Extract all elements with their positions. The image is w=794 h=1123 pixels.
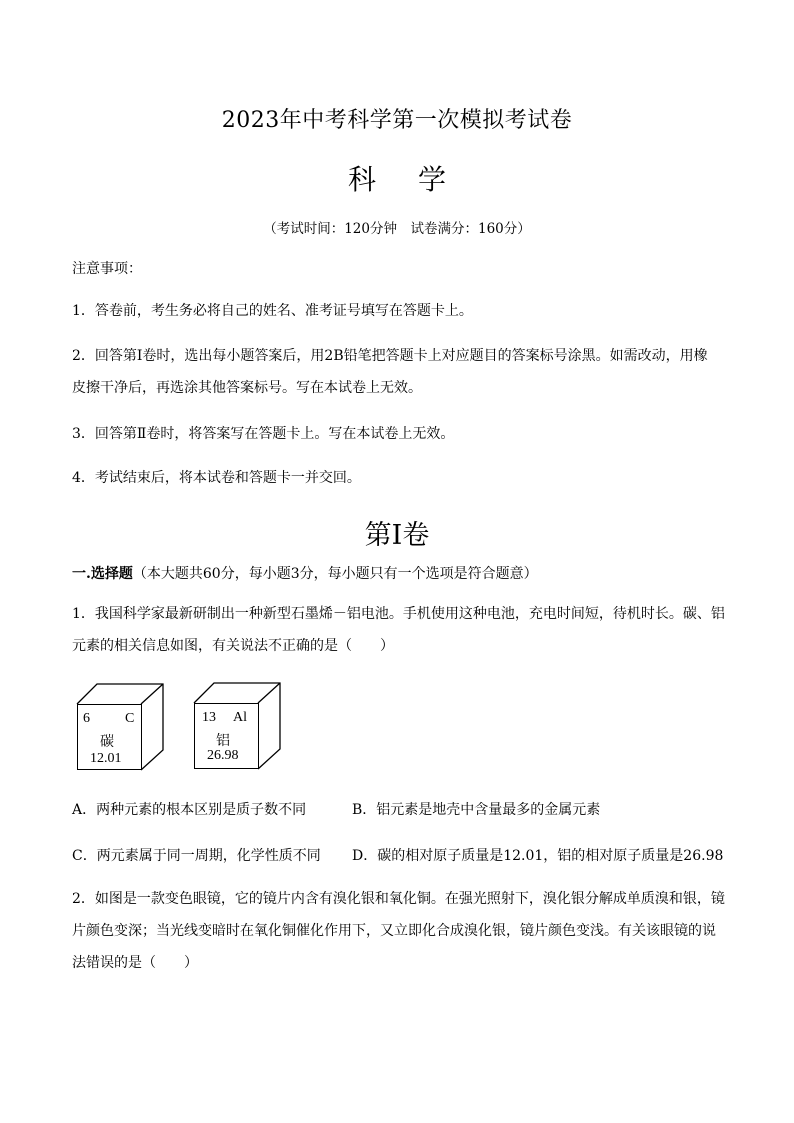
question-2-line-2: 片颜色变深；当光线变暗时在氧化铜催化作用下，又立即化合成溴化银，镜片颜色变浅。有关该眼镜的说 [72, 923, 716, 939]
part-heading [72, 563, 538, 583]
atomic-mass-aluminium: 26.98 [207, 748, 239, 763]
part-desc: （本大题共60分，每小题3分，每小题只有一个选项是符合题意） [132, 566, 538, 582]
notice-item-1: 1．答卷前，考生务必将自己的姓名、准考证号填写在答题卡上。 [72, 303, 473, 319]
element-card-carbon-face [77, 704, 142, 770]
notice-item-2-line-1: 2．回答第Ⅰ卷时，选出每小题答案后，用2B铅笔把答题卡上对应题目的答案标号涂黑。如需改动，用橡 [72, 348, 708, 364]
notice-heading: 注意事项： [72, 261, 142, 277]
section-title: 第Ⅰ卷 [364, 520, 430, 551]
question-2-line-1: 2．如图是一款变色眼镜，它的镜片内含有溴化银和氧化铜。在强光照射下，溴化银分解成单质溴和银，镜 [72, 891, 725, 907]
part-label: 一.选择题 [72, 566, 133, 582]
page-title: 2023年中考科学第一次模拟考试卷 [221, 108, 573, 133]
question-2-line-3: 法错误的是（ ） [72, 955, 198, 971]
element-symbol-carbon: C [125, 711, 135, 726]
element-symbol-aluminium: Al [233, 710, 247, 725]
notice-item-4: 4．考试结束后，将本试卷和答题卡一并交回。 [72, 470, 361, 486]
notice-item-2-line-2: 皮擦干净后，再选涂其他答案标号。写在本试卷上无效。 [72, 380, 422, 396]
atomic-mass-carbon: 12.01 [90, 751, 122, 766]
question-1-line-2: 元素的相关信息如图，有关说法不正确的是（ ） [72, 638, 394, 654]
atomic-number-aluminium: 13 [202, 710, 216, 725]
exam-info: （考试时间：120分钟 试卷满分：160分） [263, 221, 531, 237]
option-c: C．两元素属于同一周期，化学性质不同 [72, 848, 321, 864]
option-a: A．两种元素的根本区别是质子数不同 [72, 802, 307, 818]
subject-heading: 科学 [347, 163, 488, 196]
option-d: D．碳的相对原子质量是12.01，铝的相对原子质量是26.98 [352, 848, 724, 864]
element-name-aluminium: 铝 [216, 734, 230, 749]
element-card-aluminium [194, 683, 284, 773]
element-name-carbon: 碳 [100, 735, 114, 750]
option-b: B．铝元素是地壳中含量最多的金属元素 [352, 802, 601, 818]
element-card-carbon [77, 684, 167, 774]
atomic-number-carbon: 6 [83, 711, 90, 726]
notice-item-3: 3．回答第Ⅱ卷时，将答案写在答题卡上。写在本试卷上无效。 [72, 426, 455, 442]
question-1-line-1: 1．我国科学家最新研制出一种新型石墨烯－铝电池。手机使用这种电池，充电时间短，待机时长。碳、铝 [72, 606, 725, 622]
element-card-aluminium-face [194, 703, 259, 769]
